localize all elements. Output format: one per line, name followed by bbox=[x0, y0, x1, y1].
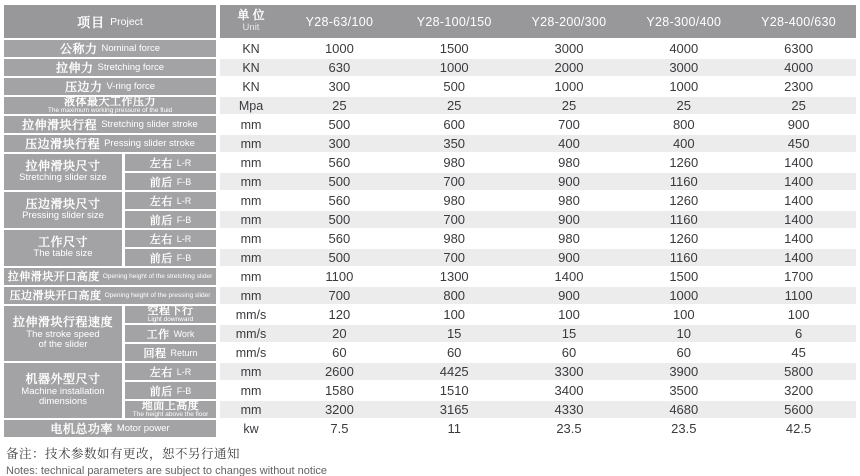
value-cell: 1260 bbox=[669, 155, 699, 170]
label-zh: 液体最大工作压力 bbox=[64, 96, 156, 108]
group-label bbox=[4, 363, 122, 418]
label-zone bbox=[4, 420, 216, 439]
sub-label bbox=[125, 306, 216, 323]
label-zh: 前后 bbox=[149, 252, 173, 265]
value-cell: 980 bbox=[558, 193, 580, 208]
value-cell: 1160 bbox=[669, 250, 698, 265]
value-cell: 1000 bbox=[439, 60, 469, 75]
value-cell: 1500 bbox=[439, 41, 469, 56]
value-cell: 980 bbox=[443, 193, 466, 208]
unit-cell: mm bbox=[240, 269, 262, 284]
group-label-en: The table size bbox=[33, 248, 93, 260]
table-row bbox=[220, 192, 856, 209]
value-cell: 1000 bbox=[669, 288, 699, 303]
label-en: Return bbox=[170, 347, 198, 358]
table-block bbox=[4, 420, 856, 439]
data-zone bbox=[220, 116, 856, 135]
table-row bbox=[220, 344, 856, 361]
table-block bbox=[4, 287, 856, 306]
project-header-en: Project bbox=[110, 15, 143, 28]
value-cell: 560 bbox=[328, 231, 351, 246]
label-zone bbox=[4, 116, 216, 135]
value-cell: 1400 bbox=[784, 212, 814, 227]
table-row bbox=[220, 97, 856, 114]
value-cell: 1400 bbox=[784, 231, 814, 246]
value-cell: 60 bbox=[676, 345, 692, 360]
label-zh: 公称力 bbox=[59, 42, 98, 56]
sub-label-column bbox=[125, 230, 216, 268]
label-zh: 电机总功率 bbox=[50, 422, 113, 436]
label-zh: 前后 bbox=[149, 214, 173, 227]
sub-label bbox=[125, 344, 216, 361]
label-zh: 工作 bbox=[146, 328, 170, 341]
label-zone bbox=[4, 230, 216, 268]
value-cell: 25 bbox=[332, 98, 347, 113]
label-en: F-B bbox=[176, 385, 192, 396]
model-header-cell: Y28-63/100 bbox=[305, 14, 374, 29]
table-row bbox=[220, 363, 856, 380]
value-cell: 630 bbox=[328, 60, 351, 75]
value-cell: 1400 bbox=[784, 193, 814, 208]
label-en: Work bbox=[173, 328, 195, 339]
unit-cell: mm bbox=[240, 193, 262, 208]
label-zone bbox=[4, 192, 216, 230]
unit-cell: mm/s bbox=[235, 345, 267, 360]
value-cell: 2000 bbox=[554, 60, 584, 75]
label-zone bbox=[4, 97, 216, 116]
value-cell: 1160 bbox=[669, 212, 698, 227]
value-cell: 42.5 bbox=[785, 421, 812, 436]
table-row bbox=[220, 306, 856, 323]
value-cell: 1300 bbox=[439, 269, 469, 284]
value-cell: 2300 bbox=[784, 79, 814, 94]
label-zh: 拉伸滑块行程 bbox=[22, 118, 98, 132]
unit-cell: KN bbox=[242, 79, 260, 94]
value-cell: 900 bbox=[558, 250, 580, 265]
value-cell: 60 bbox=[561, 345, 577, 360]
value-cell: 700 bbox=[328, 288, 351, 303]
value-cell: 4425 bbox=[439, 364, 469, 379]
value-cell: 600 bbox=[443, 117, 466, 132]
unit-cell: mm bbox=[240, 136, 262, 151]
value-cell: 980 bbox=[558, 155, 580, 170]
table-row bbox=[220, 78, 856, 95]
sub-label bbox=[125, 325, 216, 342]
value-cell: 560 bbox=[328, 193, 351, 208]
table-header-row bbox=[4, 5, 856, 38]
label-en: L-R bbox=[176, 157, 192, 168]
value-cell: 1400 bbox=[784, 250, 814, 265]
value-cell: 15 bbox=[561, 326, 577, 341]
group-label-en: The stroke speed bbox=[26, 328, 100, 340]
table-block bbox=[4, 116, 856, 135]
label-zh: 左右 bbox=[149, 195, 173, 208]
table-row bbox=[220, 325, 856, 342]
label-zone bbox=[4, 78, 216, 97]
value-cell: 1100 bbox=[784, 288, 813, 303]
table-row bbox=[220, 382, 856, 399]
value-cell: 6 bbox=[794, 326, 803, 341]
table-row bbox=[220, 401, 856, 418]
table-row bbox=[220, 287, 856, 304]
label-en: F-B bbox=[176, 176, 192, 187]
value-cell: 15 bbox=[446, 326, 462, 341]
label-en: L-R bbox=[176, 195, 192, 206]
sub-label bbox=[125, 192, 216, 209]
value-cell: 980 bbox=[443, 231, 466, 246]
unit-cell: mm bbox=[240, 250, 262, 265]
unit-header-en: Unit bbox=[242, 21, 260, 33]
value-cell: 500 bbox=[443, 79, 466, 94]
value-cell: 1400 bbox=[554, 269, 584, 284]
table-block bbox=[4, 363, 856, 420]
label-en: The maximum working pressure of the fluid bbox=[47, 107, 173, 114]
unit-cell: mm/s bbox=[235, 326, 267, 341]
value-cell: 1000 bbox=[669, 79, 699, 94]
label-en: The height above the floor bbox=[132, 411, 209, 418]
row-label bbox=[4, 116, 216, 133]
label-zone bbox=[4, 59, 216, 78]
value-cell: 25 bbox=[676, 98, 692, 113]
sub-label bbox=[125, 173, 216, 190]
data-zone bbox=[220, 287, 856, 306]
unit-cell: Mpa bbox=[238, 98, 264, 113]
table-block bbox=[4, 306, 856, 363]
unit-cell: mm bbox=[240, 402, 262, 417]
label-en: L-R bbox=[176, 233, 192, 244]
table-block bbox=[4, 78, 856, 97]
row-label bbox=[4, 135, 216, 152]
value-cell: 560 bbox=[328, 155, 351, 170]
data-zone bbox=[220, 363, 856, 420]
unit-cell: mm bbox=[240, 288, 262, 303]
label-zh: 压边力 bbox=[64, 80, 103, 94]
label-zh: 拉伸力 bbox=[55, 61, 94, 75]
unit-cell: mm bbox=[240, 212, 262, 227]
row-label bbox=[4, 59, 216, 76]
sub-label-column bbox=[125, 306, 216, 363]
table-row bbox=[220, 249, 856, 266]
group-label-en: Stretching slider size bbox=[19, 172, 107, 184]
row-label bbox=[4, 40, 216, 57]
table-row bbox=[220, 420, 856, 437]
label-en: Stretching force bbox=[97, 62, 165, 73]
value-cell: 1100 bbox=[325, 269, 354, 284]
group-label-zh: 压边滑块尺寸 bbox=[25, 196, 101, 211]
label-zone bbox=[4, 268, 216, 287]
row-label bbox=[4, 268, 216, 285]
value-cell: 1000 bbox=[554, 79, 584, 94]
value-cell: 25 bbox=[446, 98, 462, 113]
value-cell: 400 bbox=[672, 136, 695, 151]
group-label bbox=[4, 154, 122, 190]
value-cell: 3200 bbox=[784, 383, 814, 398]
data-zone bbox=[220, 154, 856, 192]
label-en: Opening height of the stretching slider bbox=[102, 273, 213, 280]
value-cell: 700 bbox=[558, 117, 580, 132]
unit-cell: KN bbox=[242, 41, 260, 56]
value-cell: 100 bbox=[787, 307, 810, 322]
value-cell: 23.5 bbox=[556, 421, 582, 436]
label-en: V-ring force bbox=[106, 81, 156, 92]
value-cell: 700 bbox=[443, 174, 466, 189]
value-cell: 3000 bbox=[554, 41, 584, 56]
project-header-cell bbox=[4, 5, 216, 38]
value-cell: 1500 bbox=[669, 269, 699, 284]
model-header-cell: Y28-400/630 bbox=[761, 14, 837, 29]
value-cell: 7.5 bbox=[330, 421, 349, 436]
label-zh: 压边滑块行程 bbox=[25, 137, 101, 151]
label-zone bbox=[4, 363, 216, 420]
value-cell: 4000 bbox=[669, 41, 699, 56]
notes-en: Notes: technical parameters are subject to changes without notice bbox=[6, 465, 328, 476]
row-label bbox=[4, 97, 216, 114]
row-label bbox=[4, 287, 216, 304]
group-label-zh: 拉伸滑块尺寸 bbox=[25, 158, 101, 173]
group-label-en: Pressing slider size bbox=[22, 210, 104, 222]
value-cell: 6300 bbox=[784, 41, 814, 56]
value-cell: 100 bbox=[558, 307, 580, 322]
group-label-en: Machine installation bbox=[21, 385, 105, 397]
label-zone bbox=[4, 287, 216, 306]
table-block bbox=[4, 59, 856, 78]
table-block bbox=[4, 230, 856, 268]
table-block bbox=[4, 40, 856, 59]
data-zone bbox=[220, 78, 856, 97]
label-en: Light downward bbox=[147, 316, 194, 323]
value-cell: 25 bbox=[791, 98, 806, 113]
group-label-zh: 工作尺寸 bbox=[37, 234, 88, 249]
sub-label bbox=[125, 363, 216, 380]
unit-cell: mm bbox=[240, 174, 262, 189]
value-cell: 900 bbox=[558, 212, 580, 227]
notes-zh: 备注：技术参数如有更改，恕不另行通知 bbox=[6, 447, 241, 461]
unit-cell: KN bbox=[242, 60, 260, 75]
value-cell: 900 bbox=[558, 288, 580, 303]
value-cell: 500 bbox=[328, 174, 351, 189]
table-block bbox=[4, 154, 856, 192]
table-block bbox=[4, 192, 856, 230]
label-zh: 前后 bbox=[149, 385, 173, 398]
value-cell: 450 bbox=[787, 136, 810, 151]
table-block bbox=[4, 268, 856, 287]
group-label-en: of the slider bbox=[38, 339, 88, 351]
label-en: F-B bbox=[176, 252, 192, 263]
label-zh: 地面上高度 bbox=[141, 400, 200, 412]
table-block bbox=[4, 135, 856, 154]
data-zone bbox=[220, 59, 856, 78]
data-zone bbox=[220, 230, 856, 268]
value-cell: 500 bbox=[328, 250, 351, 265]
data-zone bbox=[220, 135, 856, 154]
group-label-zh: 拉伸滑块行程速度 bbox=[12, 315, 113, 330]
value-cell: 60 bbox=[332, 345, 347, 360]
value-cell: 5800 bbox=[784, 364, 814, 379]
value-cell: 500 bbox=[328, 117, 351, 132]
unit-cell: mm bbox=[240, 383, 262, 398]
sub-label-column bbox=[125, 192, 216, 230]
group-label bbox=[4, 230, 122, 266]
group-label bbox=[4, 192, 122, 228]
unit-cell: mm bbox=[240, 231, 262, 246]
unit-cell: mm bbox=[240, 155, 262, 170]
table-row bbox=[220, 268, 856, 285]
value-cell: 3165 bbox=[439, 402, 469, 417]
value-cell: 11 bbox=[447, 421, 461, 436]
value-cell: 3000 bbox=[669, 60, 699, 75]
data-zone bbox=[220, 268, 856, 287]
sub-label bbox=[125, 401, 216, 418]
table-row bbox=[220, 211, 856, 228]
label-zh: 压边滑块开口高度 bbox=[9, 289, 102, 302]
unit-header-cell bbox=[220, 5, 282, 38]
data-zone bbox=[220, 40, 856, 59]
value-cell: 45 bbox=[791, 345, 806, 360]
value-cell: 1160 bbox=[669, 174, 698, 189]
header-models bbox=[220, 5, 856, 38]
group-label-zh: 机器外型尺寸 bbox=[25, 372, 101, 387]
label-zh: 左右 bbox=[149, 233, 173, 246]
sub-label bbox=[125, 154, 216, 171]
sub-label bbox=[125, 230, 216, 247]
value-cell: 300 bbox=[328, 136, 351, 151]
value-cell: 10 bbox=[676, 326, 692, 341]
unit-cell: kw bbox=[243, 421, 259, 436]
value-cell: 3900 bbox=[669, 364, 699, 379]
footer-notes bbox=[6, 444, 860, 476]
model-header-cell: Y28-200/300 bbox=[531, 14, 607, 29]
label-en: Pressing slider stroke bbox=[104, 138, 195, 149]
project-header-zh: 项目 bbox=[77, 15, 106, 30]
data-zone bbox=[220, 97, 856, 116]
sub-label bbox=[125, 382, 216, 399]
value-cell: 1510 bbox=[439, 383, 469, 398]
sub-label bbox=[125, 211, 216, 228]
row-label bbox=[4, 420, 216, 437]
value-cell: 1400 bbox=[784, 174, 814, 189]
label-zh: 拉伸滑块开口高度 bbox=[7, 270, 100, 283]
value-cell: 300 bbox=[328, 79, 351, 94]
label-en: Stretching slider stroke bbox=[101, 119, 198, 130]
label-zone bbox=[4, 40, 216, 59]
value-cell: 700 bbox=[443, 212, 466, 227]
value-cell: 25 bbox=[561, 98, 577, 113]
label-zh: 左右 bbox=[149, 157, 173, 170]
value-cell: 100 bbox=[443, 307, 466, 322]
model-header-cell: Y28-100/150 bbox=[416, 14, 492, 29]
label-en: Opening height of the pressing slider bbox=[104, 292, 211, 299]
table-body bbox=[4, 40, 856, 439]
value-cell: 350 bbox=[443, 136, 466, 151]
label-zone bbox=[4, 306, 216, 363]
value-cell: 400 bbox=[558, 136, 580, 151]
table-row bbox=[220, 135, 856, 152]
label-en: F-B bbox=[176, 214, 192, 225]
value-cell: 980 bbox=[443, 155, 466, 170]
unit-cell: mm bbox=[240, 117, 262, 132]
table-row bbox=[220, 173, 856, 190]
group-label-en: dimensions bbox=[38, 396, 88, 408]
label-zh: 回程 bbox=[143, 347, 167, 360]
row-label bbox=[4, 78, 216, 95]
value-cell: 1580 bbox=[324, 383, 354, 398]
label-en: L-R bbox=[176, 366, 192, 377]
unit-cell: mm/s bbox=[235, 307, 267, 322]
value-cell: 1260 bbox=[669, 231, 699, 246]
value-cell: 2600 bbox=[324, 364, 354, 379]
value-cell: 800 bbox=[672, 117, 695, 132]
table-row bbox=[220, 40, 856, 57]
value-cell: 980 bbox=[558, 231, 580, 246]
value-cell: 1000 bbox=[324, 41, 354, 56]
value-cell: 1400 bbox=[784, 155, 814, 170]
label-zh: 前后 bbox=[149, 176, 173, 189]
sub-label bbox=[125, 249, 216, 266]
value-cell: 700 bbox=[443, 250, 466, 265]
value-cell: 3300 bbox=[554, 364, 584, 379]
value-cell: 800 bbox=[443, 288, 466, 303]
value-cell: 23.5 bbox=[671, 421, 697, 436]
label-zh: 左右 bbox=[149, 366, 173, 379]
value-cell: 4680 bbox=[669, 402, 699, 417]
value-cell: 5600 bbox=[784, 402, 814, 417]
table-row bbox=[220, 230, 856, 247]
table-row bbox=[220, 116, 856, 133]
value-cell: 500 bbox=[328, 212, 351, 227]
label-zone bbox=[4, 135, 216, 154]
spec-table bbox=[4, 5, 856, 439]
data-zone bbox=[220, 420, 856, 439]
value-cell: 1260 bbox=[669, 193, 699, 208]
value-cell: 20 bbox=[332, 326, 347, 341]
value-cell: 900 bbox=[787, 117, 810, 132]
value-cell: 1700 bbox=[784, 269, 814, 284]
value-cell: 4000 bbox=[784, 60, 814, 75]
value-cell: 3500 bbox=[669, 383, 699, 398]
label-zone bbox=[4, 154, 216, 192]
sub-label-column bbox=[125, 154, 216, 192]
value-cell: 3200 bbox=[324, 402, 354, 417]
model-header-cell: Y28-300/400 bbox=[646, 14, 722, 29]
label-en: Motor power bbox=[116, 423, 170, 434]
value-cell: 60 bbox=[446, 345, 462, 360]
value-cell: 4330 bbox=[554, 402, 584, 417]
unit-header-zh: 单 位 bbox=[237, 8, 265, 23]
value-cell: 120 bbox=[328, 307, 351, 322]
group-label bbox=[4, 306, 122, 361]
data-zone bbox=[220, 192, 856, 230]
value-cell: 100 bbox=[672, 307, 695, 322]
table-row bbox=[220, 154, 856, 171]
value-cell: 900 bbox=[558, 174, 580, 189]
sub-label-column bbox=[125, 363, 216, 420]
data-zone bbox=[220, 306, 856, 363]
label-en: Nominal force bbox=[101, 43, 161, 54]
table-row bbox=[220, 59, 856, 76]
value-cell: 3400 bbox=[554, 383, 584, 398]
label-zh: 空程下行 bbox=[147, 305, 194, 317]
unit-cell: mm bbox=[240, 364, 262, 379]
table-block bbox=[4, 97, 856, 116]
